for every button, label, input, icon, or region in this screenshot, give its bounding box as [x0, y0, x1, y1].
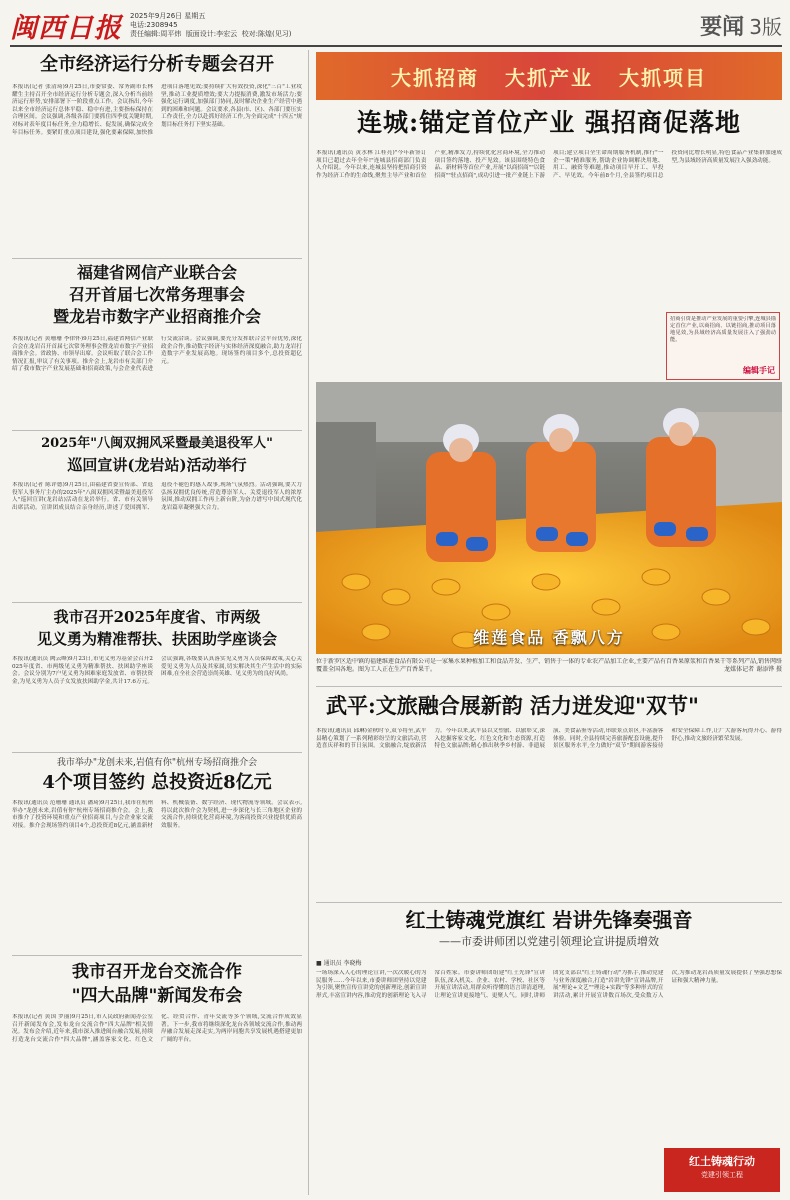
photo-description-text: 位于新罗区适中镇的福建维莲食品有限公司是一家集水果种植加工和食品开发、生产、销售于一体的专业农产品加工企业,主要产品有百香果原浆和百香果干等系列产品,销售网络覆盖全国各地。图为工人正在生产百香果干。	[316, 658, 782, 673]
factory-photo-image	[316, 382, 782, 654]
badge-subtitle: 党建引领工程	[701, 1171, 743, 1179]
article-title-line2: 召开首届七次常务理事会	[68, 285, 245, 304]
design-credit: 版面设计:李宏云	[185, 30, 238, 38]
article-body: 本报讯(记者 黄珊珊 李律怀)9月25日,福建省网信产业联合会在龙岩召开首届七次常务理事会暨龙岩市数字产业招商推介会。省政协、市领导出席。会议听取了联合会工作情况汇报,审议了有关事项。推介会上,龙岩市有关部门介绍了我市数字产业发展基础和招商政策,与会企业代表进行交流洽谈。会议强调,要充分发挥联合会平台优势,深化政企合作,推动数字经济与实体经济深度融合,助力龙岩打造数字产业发展高地。现场签约项目多个,总投资超亿元。	[12, 336, 302, 373]
article-lecture	[316, 906, 782, 1170]
article-title-line2: 见义勇为精准帮扶、扶困助学座谈会	[36, 630, 277, 648]
article-subtitle: ——市委讲师团以党建引领理论宣讲提质增效	[439, 935, 659, 948]
banner-slogan-3: 大抓项目	[619, 65, 707, 90]
issue-date: 2025年9月26日	[130, 12, 183, 20]
masthead-rule	[10, 45, 782, 47]
article-body: 本报讯(通讯员 阙云峰)9月23日,市见义勇为基金会召开2025年度省、市两级见义勇为精准帮扶、扶困助学座谈会。会议分别为7户见义勇为困难家庭发放省、市帮扶资金,为见义勇为人员子女发放扶困助学金,共计17.6万元。会议强调,各级要认真落实见义勇为人员保障政策,关心关爱见义勇为人员及其家属,切实解决其生产生活中的实际困难,在全社会营造崇尚英雄、见义勇为的良好风尚。	[12, 656, 302, 685]
article-taiwan	[12, 960, 302, 1186]
article-body: 本报讯(记者 黄国 罗丽)9月25日,市人民政府新闻办公室召开新闻发布会,发布龙台交流合作"四大品牌"相关情况。发布会介绍,近年来,我市深入推进闽台融合发展,持续打造龙台交流合作"四大品牌",涵盖客家文化、红色文化、经贸合作、青年交流等多个领域,交流合作成效显著。下一步,我市将继续深化龙台各领域交流合作,推动两岸融合发展走深走实,为两岸同胞共享发展机遇搭建更加广阔的平台。	[12, 1014, 302, 1043]
issue-weekday: 星期五	[184, 12, 206, 20]
masthead	[10, 8, 782, 44]
proof-credit: 校对:陈煌(见习)	[241, 30, 292, 38]
editor-note	[666, 312, 780, 380]
article-netinfo	[12, 262, 302, 431]
article-body: 本报讯(记者 陈评德)9月25日,由福建省委宣传部、省退役军人事务厅主办的2025年"八闽双拥风采暨最美退役军人"巡回宣讲(龙岩站)活动在龙岩举行。省、市有关领导出席活动。宣讲团成员结合亲身经历,讲述了爱国拥军、退役不褪色的感人故事,现场气氛热烈。活动强调,要大力弘扬双拥优良传统,营造尊崇军人、关爱退役军人的浓厚氛围,推动双拥工作再上新台阶,为奋力谱写中国式现代化龙岩篇章凝聚强大合力。	[12, 482, 302, 511]
article-title: 连城:锚定首位产业 强招商促落地	[357, 108, 741, 137]
section-name: 要闻	[700, 15, 745, 40]
article-title-line2: 巡回宣讲(龙岩站)活动举行	[67, 456, 247, 474]
article-title-line1: 我市召开龙台交流合作	[72, 962, 242, 982]
article-title-line3: 暨龙岩市数字产业招商推介会	[52, 307, 261, 326]
banner-slogan-1: 大抓招商	[391, 65, 479, 90]
photo-credit: 龙媒体记者 谢添铧 摄	[724, 666, 782, 673]
article-title-line1: 福建省网信产业联合会	[76, 263, 237, 282]
campaign-badge	[664, 1148, 780, 1192]
editor-credit: 责任编辑:周平炜	[130, 30, 182, 38]
banner-slogan-2: 大抓产业	[505, 65, 593, 90]
article-economy	[12, 52, 302, 269]
campaign-banner	[316, 52, 782, 100]
photo-caption-title: 维莲食品 香飘八方	[473, 628, 625, 647]
article-title: 红土铸魂党旗红 岩讲先锋奏强音	[405, 908, 693, 932]
editor-note-label: 编辑手记	[743, 366, 775, 375]
column-divider	[308, 50, 309, 1195]
article-title: 全市经济运行分析专题会召开	[40, 54, 274, 75]
article-body: 本报讯(通讯员 黄水林 江桂亮)"今年新签订项目已超过去年全年!"连城县招商部门负责人介绍说。今年以来,连城县坚持把招商引资作为经济工作的生命线,聚焦主导产业和首位产业,精准发力,持续优化营商环境,全力推动项目签约落地、投产见效。该县围绕特色食品、新材料等首位产业,开展"以商招商""以链招商""驻点招商",成功引进一批产业链上下游项目;建立项目全生命周期服务机制,推行"一企一策"精准服务,帮助企业协调解决用地、用工、融资等难题,推动项目早开工、早投产、早见效。今年前8个月,全县签约项目总投资同比增长明显,特色食品产业集群加速成型,为县域经济高质量发展注入强劲动能。	[316, 150, 782, 179]
editor-note-text: 招商引资是推动产业发展的重要引擎,连城县锚定首位产业,以商招商、以链招商,推动项目落地见效,为县域经济高质量发展注入了强劲动能。	[670, 316, 776, 343]
article-title-line1: 我市召开2025年度省、市两级	[53, 608, 261, 626]
newspaper-logo: 闽西日报	[10, 13, 122, 44]
article-body: 本报讯(通讯员 范珊珊 通讯员 潘琦)9月25日,我市在杭州举办"龙创未来,岩值有你"杭州专场招商推介会。会上,我市推介了投资环境和重点产业招商项目,与会企业家交流对接。推介会现场签约项目4个,总投资近8亿元,涵盖新材料、机械装备、数字经济、现代物流等领域。会议表示,将以此次推介会为契机,进一步深化与长三角地区企业的交流合作,持续优化营商环境,为客商投资兴业提供优质高效服务。	[12, 800, 302, 829]
article-body: 本报讯(记者 张清琦)9月25日,市委常委、常务副市长林耀生主持召开全市经济运行分析专题会,深入分析当前经济运行形势,安排部署下一阶段重点工作。会议指出,今年以来全市经济运行总体平稳、稳中有进,主要指标保持在合理区间。会议强调,各级各部门要抓住四季度关键时期,对标对表年度目标任务,全力稳增长、促发展,确保完成全年目标任务。要紧盯重点项目建设,强化要素保障,加快推进项目落地见效;要持续扩大有效投资,深化"三百"工业攻坚,推动工业提质增效;要大力提振消费,激发市场活力;要强化运行调度,加强部门协同,及时解决企业生产经营中遇到的困难和问题。会议要求,各县(市、区)、各部门要压实工作责任,全力以赴抓好经济工作,为全面完成"十四五"规划目标任务打下坚实基础。	[12, 84, 302, 136]
article-title-line2: "四大品牌"新闻发布会	[71, 986, 243, 1006]
page-number: 3版	[749, 15, 782, 39]
article-byline: ■ 通讯员 李晓梅	[316, 960, 362, 967]
article-wuping	[316, 690, 782, 878]
article-title: 武平:文旅融合展新韵 活力迸发迎"双节"	[326, 693, 699, 718]
factory-photo	[316, 382, 782, 654]
photo-description	[316, 658, 782, 684]
article-title: 4个项目签约 总投资近8亿元	[42, 772, 272, 793]
article-veterans	[12, 434, 302, 598]
badge-title: 红土铸魂行动	[689, 1155, 755, 1168]
article-liancheng	[316, 104, 782, 308]
article-hangzhou	[12, 756, 302, 948]
article-heroism	[12, 606, 302, 718]
article-title-line1: 2025年"八闽双拥风采暨最美退役军人"	[41, 436, 273, 451]
phone: 电话:2308945	[130, 21, 178, 29]
article-body: 本报讯(通讯员 邱琳)金秋时节,双节将至,武平县精心策划了一系列精彩纷呈的文旅活动,营造喜庆祥和的节日氛围。文旅融合,绽放新活力。今年以来,武平县以文塑旅、以旅彰文,深入挖掘客家文化、红色文化和生态资源,打造特色文旅品牌;精心推出秋季乡村游、非遗展演、美食品鉴等活动,串联景点景区,丰富游客体验。同时,全县持续完善旅游配套设施,提升景区服务水平,全力做好"双节"期间游客接待和安全保障工作,让广大游客玩得开心、游得舒心,推动文旅经济繁荣发展。	[316, 728, 782, 750]
article-kicker: 我市举办"龙创未来,岩值有你"杭州专场招商推介会	[56, 758, 258, 768]
article-body: 一场场深入人心的理论宣讲,一次次暖心的为民服务……今年以来,市委讲师团坚持以党建为引领,聚焦宣传宣讲党的创新理论,创新宣讲形式,丰富宣讲内容,推动党的创新理论飞入寻常百姓家。市委讲师团组建"红土先锋"宣讲队伍,深入机关、企业、农村、学校、社区等开展宣讲活动,用群众听得懂的语言讲清道理,让理论宣讲更接地气、更聚人气。同时,讲师团党支部以"红土铸魂行动"为抓手,推动党建与业务深度融合,打造"岩讲先锋"宣讲品牌,开展"理论+文艺""理论+实践"等多种形式的宣讲活动,累计开展宣讲数百场次,受众数万人次,为推动龙岩高质量发展提供了坚强思想保证和强大精神力量。	[316, 970, 782, 999]
